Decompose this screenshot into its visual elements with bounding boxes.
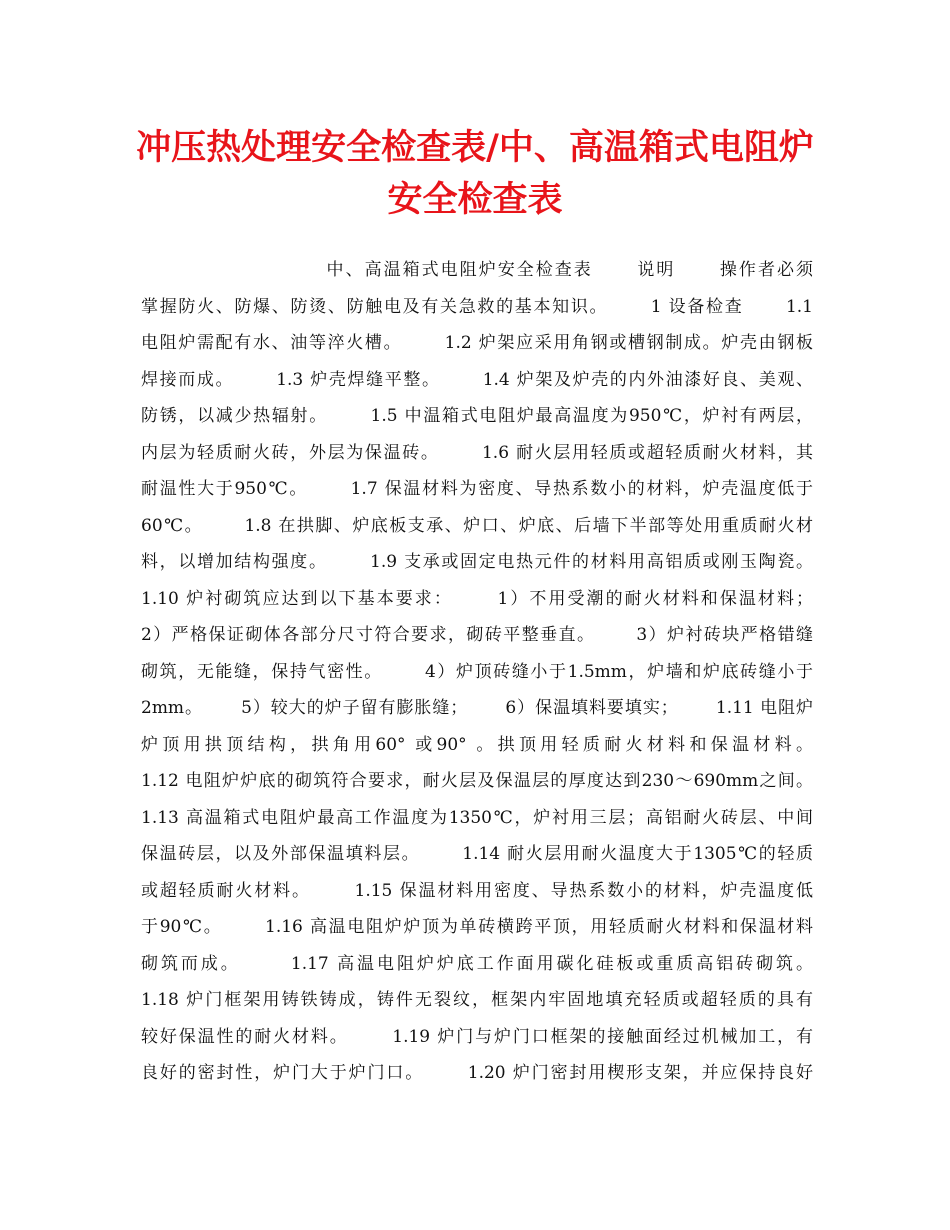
document-title [100, 122, 850, 226]
body-line: 较好保温性的耐火材料。 1.19 炉门与炉门口框架的接触面经过机械加工，有 [141, 1026, 813, 1047]
body-line: 60℃。 1.8 在拱脚、炉底板支承、炉口、炉底、后墙下半部等处用重质耐火材 [141, 515, 813, 536]
body-line: 良好的密封性，炉门大于炉门口。 1.20 炉门密封用楔形支架，并应保持良好 [141, 1063, 813, 1083]
body-line: 防锈，以减少热辐射。 1.5 中温箱式电阻炉最高温度为950℃，炉衬有两层， [141, 406, 813, 426]
body-line: 1.12 电阻炉炉底的砌筑符合要求，耐火层及保温层的厚度达到230～690mm之间。 [141, 771, 813, 791]
body-line: 于90℃。 1.16 高温电阻炉炉顶为单砖横跨平顶，用轻质耐火材料和保温材料 [141, 917, 813, 937]
body-line: 砌筑而成。 1.17 高温电阻炉炉底工作面用碳化硅板或重质高铝砖砌筑。 [141, 953, 813, 974]
body-line: 2）严格保证砌体各部分尺寸符合要求，砌砖平整垂直。 3）炉衬砖块严格错缝 [141, 625, 813, 645]
document-body [141, 252, 813, 1092]
body-line: 炉顶用拱顶结构，拱角用60° 或90° 。拱顶用轻质耐火材料和保温材料。 [141, 734, 813, 755]
body-line: 1.18 炉门框架用铸铁铸成，铸件无裂纹，框架内牢固地填充轻质或超轻质的具有 [141, 990, 813, 1010]
body-line: 料，以增加结构强度。 1.9 支承或固定电热元件的材料用高铝质或刚玉陶瓷。 [141, 552, 813, 572]
body-line: 掌握防火、防爆、防烫、防触电及有关急救的基本知识。 1 设备检查 1.1 [141, 296, 813, 317]
title-line-2: 安全检查表 [387, 179, 563, 220]
body-line: 2mm。 5）较大的炉子留有膨胀缝； 6）保温填料要填实； 1.11 电阻炉 [141, 698, 813, 718]
body-line: 砌筑，无能缝，保持气密性。 4）炉顶砖缝小于1.5mm，炉墙和炉底砖缝小于 [141, 661, 813, 682]
body-line: 中、高温箱式电阻炉安全检查表 说明 操作者必须 [141, 260, 813, 280]
body-line: 焊接而成。 1.3 炉壳焊缝平整。 1.4 炉架及炉壳的内外油漆好良、美观、 [141, 369, 813, 390]
body-line: 内层为轻质耐火砖，外层为保温砖。 1.6 耐火层用轻质或超轻质耐火材料，其 [141, 442, 813, 463]
body-line: 电阻炉需配有水、油等淬火槽。 1.2 炉架应采用角钢或槽钢制成。炉壳由钢板 [141, 333, 813, 353]
body-line: 或超轻质耐火材料。 1.15 保温材料用密度、导热系数小的材料，炉壳温度低 [141, 880, 813, 901]
title-line-1: 冲压热处理安全检查表/中、高温箱式电阻炉 [136, 127, 814, 168]
body-line: 保温砖层，以及外部保温填料层。 1.14 耐火层用耐火温度大于1305℃的轻质 [141, 844, 813, 864]
body-line: 1.13 高温箱式电阻炉最高工作温度为1350℃，炉衬用三层；高铝耐火砖层、中间 [141, 807, 813, 828]
body-line: 耐温性大于950℃。 1.7 保温材料为密度、导热系数小的材料，炉壳温度低于 [141, 479, 813, 499]
body-line: 1.10 炉衬砌筑应达到以下基本要求： 1）不用受潮的耐火材料和保温材料； [141, 588, 813, 609]
